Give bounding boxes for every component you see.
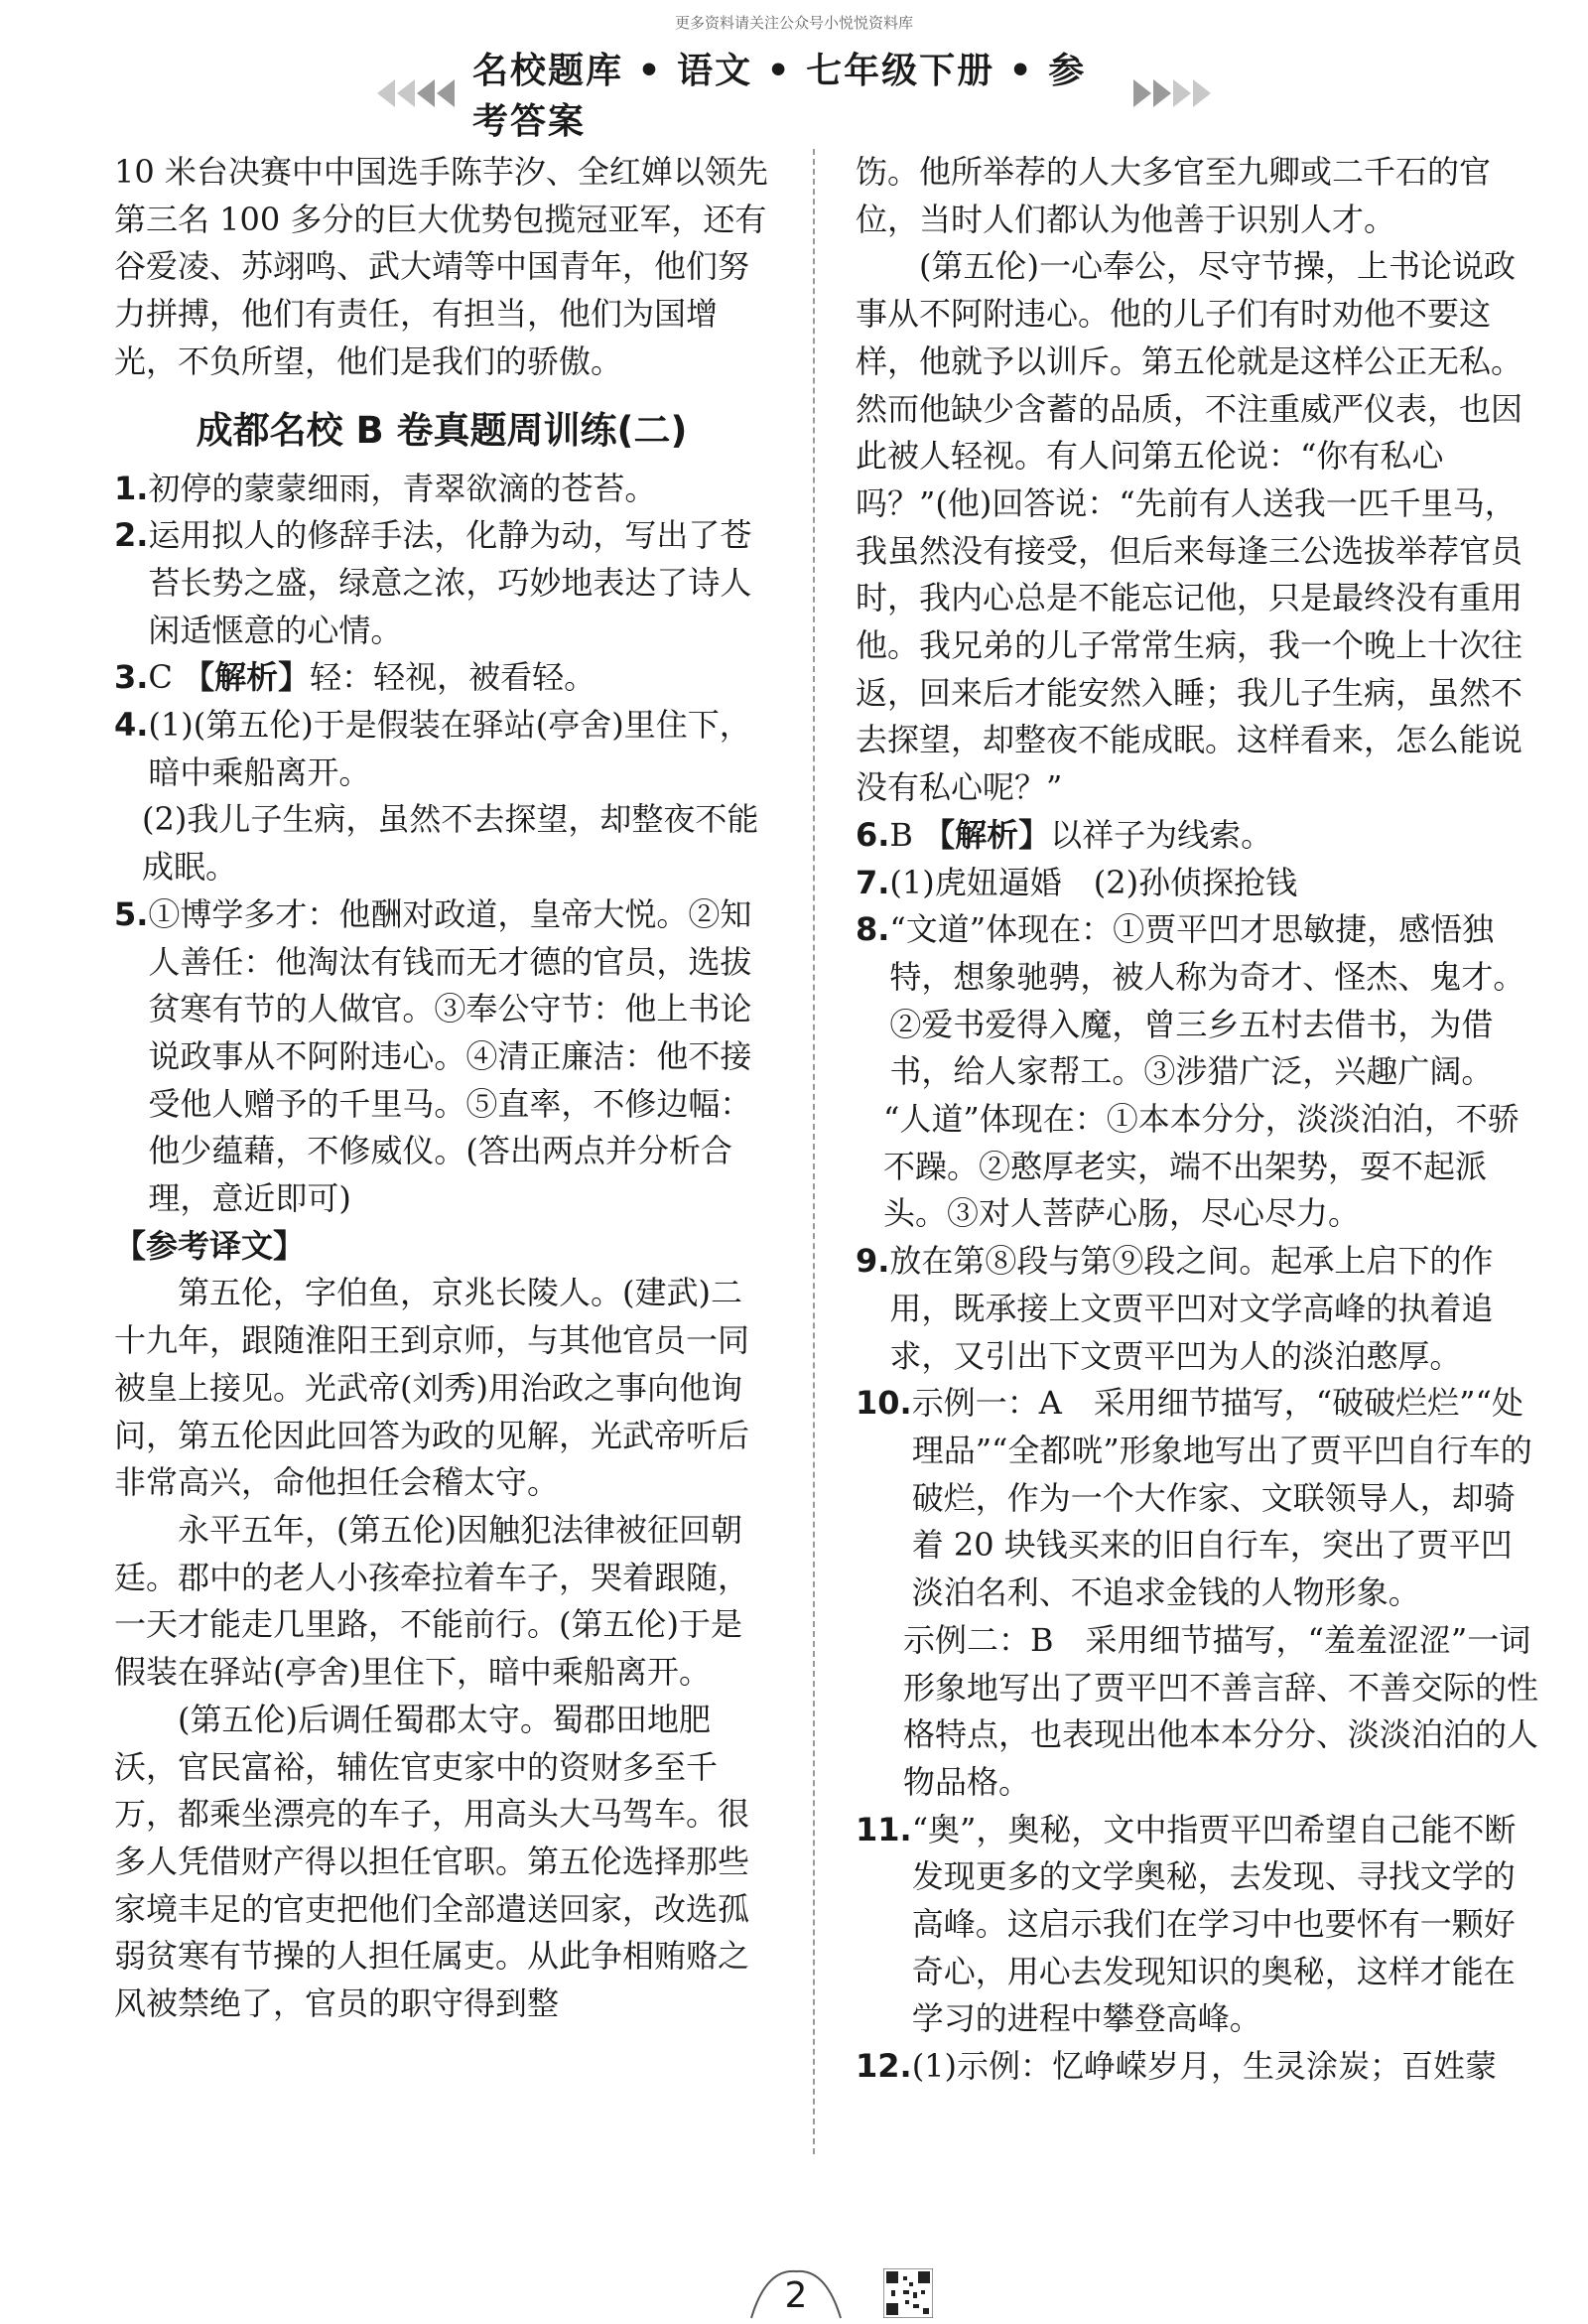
item-text: 运用拟人的修辞手法，化静为动，写出了苍苔长势之盛，绿意之浓，巧妙地表达了诗人闲适惬意的心情。 [148,516,752,649]
item-answer: B [889,815,913,854]
item-number: 4. [114,706,149,745]
item-text: (1)虎妞逼婚 (2)孙侦探抢钱 [889,863,1298,901]
item-text: 轻：轻视，被看轻。 [310,658,596,697]
answer-item-2 [114,512,769,654]
item-number: 7. [856,863,890,901]
item-answer: C [148,658,173,697]
translation-paragraph: (第五伦)后调任蜀郡太守。蜀郡田地肥沃，官民富裕，辅佐官吏家中的资财多至千万，都乘坐漂亮的车子，用高头大马驾车。很多人凭借财产得以担任官职。第五伦选择那些家境丰足的官吏把他们全部遣送回家，改选孤弱贫寒有节操的人担任属吏。从此争相贿赂之风被禁绝了，官员的职守得到整 [114,1700,750,2023]
answer-item-6 [856,812,1540,860]
item-number: 10. [856,1384,912,1423]
translation-paragraph: 永平五年，(第五伦)因触犯法律被征回朝廷。郡中的老人小孩牵拉着车子，哭着跟随，一天才能走几里路，不能前行。(第五伦)于是假装在驿站(亭舍)里住下，暗中乘船离开。 [114,1510,750,1692]
item-text: “奥”，奥秘，文中指贾平凹希望自己能不断发现更多的文学奥秘，去发现、寻找文学的高峰。这启示我们在学习中也要怀有一颗好奇心，用心去发现知识的奥秘，这样才能在学习的进程中攀登高峰。 [911,1810,1517,2038]
item-number: 11. [856,1810,912,1848]
right-column [856,149,1540,2091]
item-number: 3. [114,658,149,697]
translation-continuation: 饬。他所举荐的人大多官至九卿或二千石的官位，当时人们都认为他善于识别人才。 [856,153,1492,238]
section-title: 成都名校 B 卷真题周训练(二) [196,408,688,452]
item-text: 初停的蒙蒙细雨，青翠欲滴的苍苔。 [148,469,657,507]
item-text: (1)示例：忆峥嵘岁月，生灵涂炭；百姓蒙 [911,2047,1498,2086]
item-number: 5. [114,894,149,933]
answer-item-10 [856,1380,1540,1617]
item-text: (1)(第五伦)于是假装在驿站(亭舍)里住下，暗中乘船离开。 [148,706,751,791]
right-arrows-decoration [1133,79,1211,107]
top-note: 更多资料请关注公众号小悦悦资料库 [674,14,913,32]
answer-item-12 [856,2043,1540,2091]
left-arrows-decoration [377,79,455,107]
translation-paragraph: (第五伦)一心奉公，尽守节操，上书论说政事从不阿附违心。他的儿子们有时劝他不要这样，他就予以训斥。第五伦就是这样公正无私。然而他缺少含蓄的品质，不注重威严仪表，也因此被人轻视。有人问第五伦说：“你有私心吗？”(他)回答说：“先前有人送我一匹千里马，我虽然没有接受，但后来每逢三公选拔举荐官员时，我内心总是不能忘记他，只是最终没有重用他。我兄弟的儿子常常生病，我一个晚上十次往返，回来后才能安然入睡；我儿子生病，虽然不去探望，却整夜不能成眠。这样看来，怎么能说没有私心呢？” [856,247,1523,807]
item-text: “文道”体现在：①贾平凹才思敏捷，感悟独特，想象驰骋，被人称为奇才、怪杰、鬼才。②爱书爱得入魔，曾三乡五村去借书，为借书，给人家帮工。③涉猎广泛，兴趣广阔。 [889,910,1525,1091]
answer-item-8 [856,906,1540,1096]
answer-item-3 [114,654,769,702]
left-column [114,149,769,2028]
item-number: 2. [114,516,149,555]
qr-code-icon [883,2268,933,2318]
item-number: 1. [114,469,149,507]
item-text: ①博学多才：他酬对政道，皇帝大悦。②知人善任：他淘汰有钱而无才德的官员，选拔贫寒有节的人做官。③奉公守节：他上书论说政事从不阿附违心。④清正廉洁：他不接受他人赠予的千里马。⑤直率，不修边幅：他少蕴藉，不修威仪。(答出两点并分析合理，意近即可) [148,894,752,1218]
answer-item-4 [114,702,769,796]
translation-paragraph: 第五伦，字伯鱼，京兆长陵人。(建武)二十九年，跟随淮阳王到京师，与其他官员一同被皇上接见。光武帝(刘秀)用治政之事向他询问，第五伦因此回答为政的见解，光武帝听后非常高兴，命他担任会稽太守。 [114,1274,750,1502]
item-subpart: 示例二：B 采用细节描写，“羞羞涩涩”一词形象地写出了贾平凹不善言辞、不善交际的性格特点，也表现出他本本分分、淡淡泊泊的人物品格。 [903,1620,1539,1801]
answer-item-1 [114,466,769,513]
translation-tag: 【参考译文】 [114,1226,306,1265]
item-text: 示例一：A 采用细节描写，“破破烂烂”“处理品”“全都咣”形象地写出了贾平凹自行车的破烂，作为一个大作家、文联领导人，却骑着 20 块钱买来的旧自行车，突出了贾平凹淡泊名利、不追求金钱的人物形象。 [911,1384,1532,1612]
item-number: 9. [856,1242,890,1281]
intro-paragraph: 10 米台决赛中中国选手陈芋汐、全红婵以领先第三名 100 多分的巨大优势包揽冠亚军，还有谷爱凌、苏翊鸣、武大靖等中国青年，他们努力拼搏，他们有责任，有担当，他们为国增光，不负所望，他们是我们的骄傲。 [114,153,768,380]
analysis-tag: 【解析】 [923,815,1051,854]
item-subpart: “人道”体现在：①本本分分，淡淡泊泊，不骄不躁。②憨厚老实，端不出架势，耍不起派头。③对人菩萨心肠，尽心尽力。 [883,1100,1520,1233]
item-text: 放在第⑧段与第⑨段之间。起承上启下的作用，既承接上文贾平凹对文学高峰的执着追求，又引出下文贾平凹为人的淡泊憨厚。 [889,1242,1494,1375]
item-number: 12. [856,2047,912,2086]
item-number: 8. [856,910,890,949]
column-divider [813,149,815,2154]
item-subpart: (2)我儿子生病，虽然不去探望，却整夜不能成眠。 [142,800,759,887]
page-number: 2 [784,2275,808,2316]
item-text: 以祥子为线索。 [1050,815,1273,854]
item-number: 6. [856,815,890,854]
answer-item-9 [856,1238,1540,1380]
page-header-title: 名校题库 • 语文 • 七年级下册 • 参考答案 [472,51,1087,142]
answer-item-5 [114,891,769,1223]
analysis-tag: 【解析】 [183,658,311,697]
answer-item-7 [856,860,1540,907]
answer-item-11 [856,1807,1540,2044]
page-header-banner [377,51,1211,142]
